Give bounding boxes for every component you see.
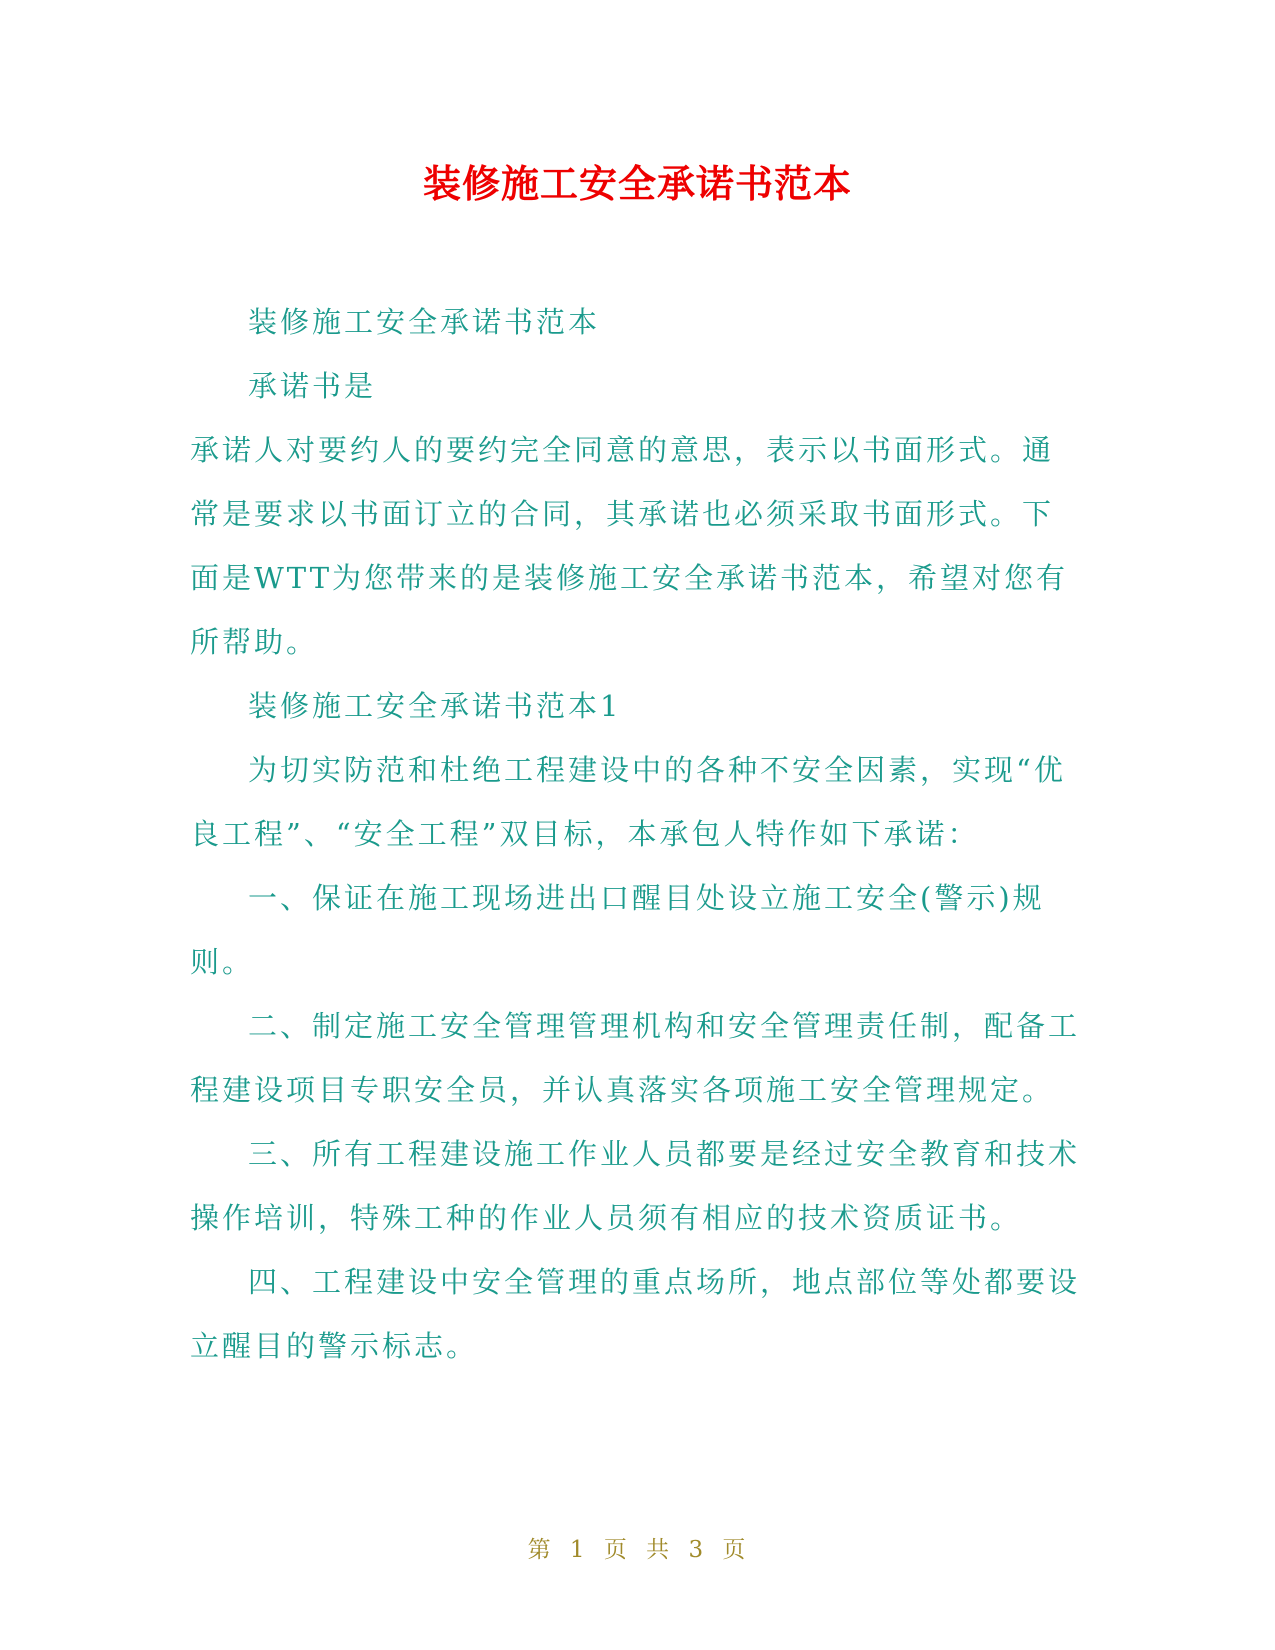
paragraph-subtitle: 装修施工安全承诺书范本 bbox=[248, 305, 601, 339]
paragraph-item-2: 二、制定施工安全管理管理机构和安全管理责任制，配备工程建设项目专职安全员，并认真落实各项施工安全管理规定。 bbox=[190, 1009, 1081, 1107]
paragraph-section-heading: 装修施工安全承诺书范本1 bbox=[248, 689, 622, 723]
paragraph-intro-lead: 承诺书是 bbox=[248, 369, 377, 403]
document-title: 装修施工安全承诺书范本 bbox=[422, 162, 852, 206]
page-footer: 第 1 页 共 3 页 bbox=[527, 1537, 748, 1563]
document-body bbox=[190, 290, 1085, 1378]
paragraph-item-4: 四、工程建设中安全管理的重点场所，地点部位等处都要设立醒目的警示标志。 bbox=[190, 1265, 1081, 1363]
paragraph-intro: 承诺人对要约人的要约完全同意的意思，表示以书面形式。通常是要求以书面订立的合同，其承诺也必须采取书面形式。下面是WTT为您带来的是装修施工安全承诺书范本，希望对您有所帮助。 bbox=[190, 433, 1069, 659]
paragraph-item-3: 三、所有工程建设施工作业人员都要是经过安全教育和技术操作培训，特殊工种的作业人员须有相应的技术资质证书。 bbox=[190, 1137, 1081, 1235]
paragraph-preamble: 为切实防范和杜绝工程建设中的各种不安全因素，实现“优良工程”、“安全工程”双目标，本承包人特作如下承诺： bbox=[190, 753, 1066, 851]
paragraph-item-1: 一、保证在施工现场进出口醒目处设立施工安全(警示)规则。 bbox=[190, 881, 1045, 979]
